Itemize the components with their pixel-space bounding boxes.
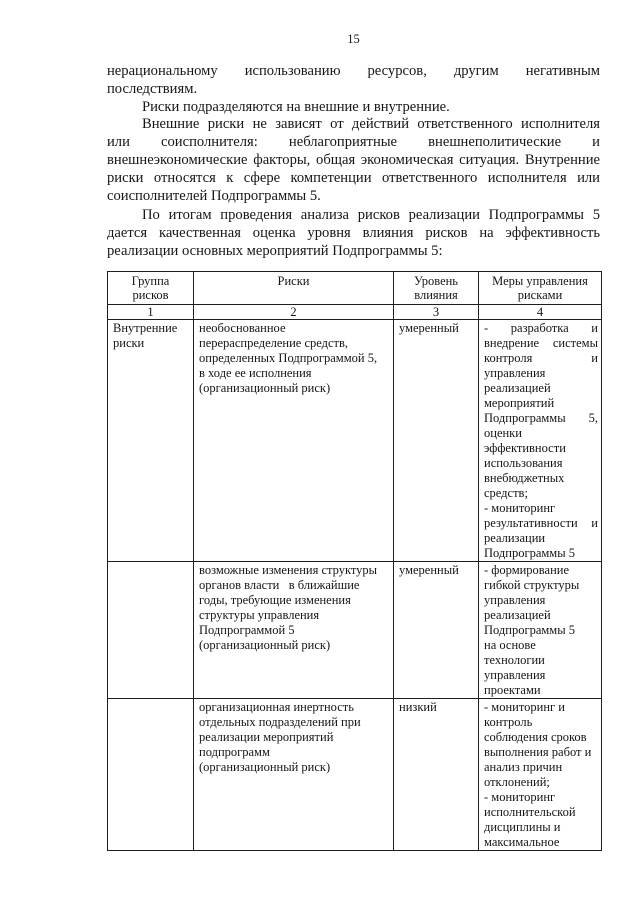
header-line: рисками: [517, 288, 563, 302]
body-paragraph: [107, 63, 600, 99]
paragraph-line: По итогам проведения анализа рисков реализации Подпрограммы 5: [142, 207, 600, 224]
cell-risk-group: [108, 562, 194, 699]
table-row: [108, 562, 602, 699]
table-row: [108, 320, 602, 562]
cell-line: технологии: [484, 653, 545, 667]
paragraph-line: нерациональному использованию ресурсов, другим негативным: [107, 63, 600, 79]
cell-measures: [479, 562, 602, 699]
cell-line: Подпрограммой 5: [199, 623, 295, 637]
body-paragraph: [107, 207, 600, 260]
cell-line: годы, требующие изменения: [199, 593, 351, 607]
cell-line: - мониторинг: [484, 790, 556, 804]
cell-impact-level: [394, 562, 479, 699]
cell-line: низкий: [399, 700, 437, 714]
cell-line: оценки: [484, 426, 522, 440]
header-line: рисков: [132, 288, 169, 302]
paragraph-line: соисполнителей Подпрограммы 5.: [107, 187, 321, 204]
cell-line: максимальное: [484, 835, 560, 849]
cell-line: эффективности: [484, 441, 566, 455]
cell-line: управления: [484, 593, 546, 607]
column-number-cell: 3: [394, 305, 479, 320]
cell-risk: [194, 320, 394, 562]
cell-line: умеренный: [399, 321, 459, 335]
paragraph-line: Внешние риски не зависят от действий ответственного исполнителя: [142, 116, 600, 133]
cell-line: (организационный риск): [199, 381, 331, 395]
cell-line: Подпрограммы 5: [484, 623, 575, 637]
cell-line: умеренный: [399, 563, 459, 577]
cell-line: реализации мероприятий: [199, 730, 334, 744]
body-paragraph: [107, 99, 600, 117]
header-line: Уровень: [413, 274, 459, 288]
cell-line: реализации: [484, 531, 546, 545]
paragraph-line: дается качественная оценка уровня влияния рисков на эффективность: [107, 225, 600, 242]
cell-line: контроля и: [484, 351, 598, 365]
cell-line: органов власти в ближайшие: [199, 578, 360, 592]
header-line: Группа: [131, 274, 170, 288]
cell-line: (организационный риск): [199, 638, 331, 652]
cell-risk-group: [108, 699, 194, 851]
cell-line: дисциплины и: [484, 820, 561, 834]
cell-line: внедрение системы: [484, 336, 598, 350]
paragraph-line: риски относятся к сфере компетенции ответственного исполнителя или: [107, 169, 600, 186]
cell-line: Подпрограммы 5: [484, 546, 575, 560]
cell-line: гибкой структуры: [484, 578, 580, 592]
cell-line: Внутренние: [113, 321, 178, 335]
cell-line: отклонений;: [484, 775, 550, 789]
cell-line: - мониторинг и: [484, 700, 565, 714]
cell-line: средств;: [484, 486, 528, 500]
column-number-cell: 2: [194, 305, 394, 320]
cell-line: реализацией: [484, 608, 551, 622]
risk-table: [107, 271, 602, 851]
paragraph-line: Риски подразделяются на внешние и внутренние.: [142, 98, 450, 115]
column-number-cell: 4: [479, 305, 602, 320]
cell-line: проектами: [484, 683, 541, 697]
cell-risk: [194, 699, 394, 851]
column-numbers-row: [108, 305, 602, 320]
cell-impact-level: [394, 320, 479, 562]
cell-line: подпрограмм: [199, 745, 270, 759]
cell-line: мероприятий: [484, 396, 555, 410]
cell-risk-group: [108, 320, 194, 562]
page-number: 15: [347, 32, 360, 46]
cell-line: возможные изменения структуры: [199, 563, 378, 577]
cell-line: - разработка и: [484, 321, 598, 335]
cell-line: результативности и: [484, 516, 598, 530]
table-header-row: [108, 272, 602, 305]
cell-line: структуры управления: [199, 608, 320, 622]
header-cell-impact-level: [394, 272, 479, 305]
cell-line: управления: [484, 366, 546, 380]
header-cell-risk-group: [108, 272, 194, 305]
header-line: Риски: [277, 274, 310, 288]
cell-line: организационная инертность: [199, 700, 354, 714]
paragraph-line: или соисполнителя: неблагоприятные внешнеполитические и: [107, 134, 600, 151]
cell-line: реализацией: [484, 381, 551, 395]
cell-line: управления: [484, 668, 546, 682]
header-cell-measures: [479, 272, 602, 305]
body-paragraph: [107, 116, 600, 205]
cell-line: анализ причин: [484, 760, 563, 774]
cell-line: Подпрограммы 5,: [484, 411, 598, 425]
cell-line: внебюджетных: [484, 471, 565, 485]
column-number-cell: 1: [108, 305, 194, 320]
header-cell-risks: [194, 272, 394, 305]
paragraph-line: реализации основных мероприятий Подпрограммы 5:: [107, 242, 443, 259]
paragraph-line: внешнеэкономические факторы, общая экономическая ситуация. Внутренние: [107, 151, 600, 168]
cell-line: необоснованное: [199, 321, 286, 335]
cell-line: - мониторинг: [484, 501, 556, 515]
cell-line: выполнения работ и: [484, 745, 592, 759]
cell-risk: [194, 562, 394, 699]
cell-line: риски: [113, 336, 145, 350]
cell-line: (организационный риск): [199, 760, 331, 774]
body-text: [107, 63, 600, 261]
header-line: Меры управления: [492, 274, 588, 288]
cell-line: - формирование: [484, 563, 570, 577]
cell-measures: [479, 320, 602, 562]
table-row: [108, 699, 602, 851]
cell-line: в ходе ее исполнения: [199, 366, 312, 380]
cell-line: отдельных подразделений при: [199, 715, 361, 729]
cell-line: определенных Подпрограммой 5,: [199, 351, 378, 365]
header-line: влияния: [414, 288, 458, 302]
cell-line: перераспределение средств,: [199, 336, 349, 350]
cell-line: соблюдения сроков: [484, 730, 587, 744]
cell-line: использования: [484, 456, 563, 470]
paragraph-line: последствиям.: [107, 80, 198, 97]
cell-line: контроль: [484, 715, 533, 729]
cell-measures: [479, 699, 602, 851]
cell-line: на основе: [484, 638, 536, 652]
cell-impact-level: [394, 699, 479, 851]
cell-line: исполнительской: [484, 805, 576, 819]
